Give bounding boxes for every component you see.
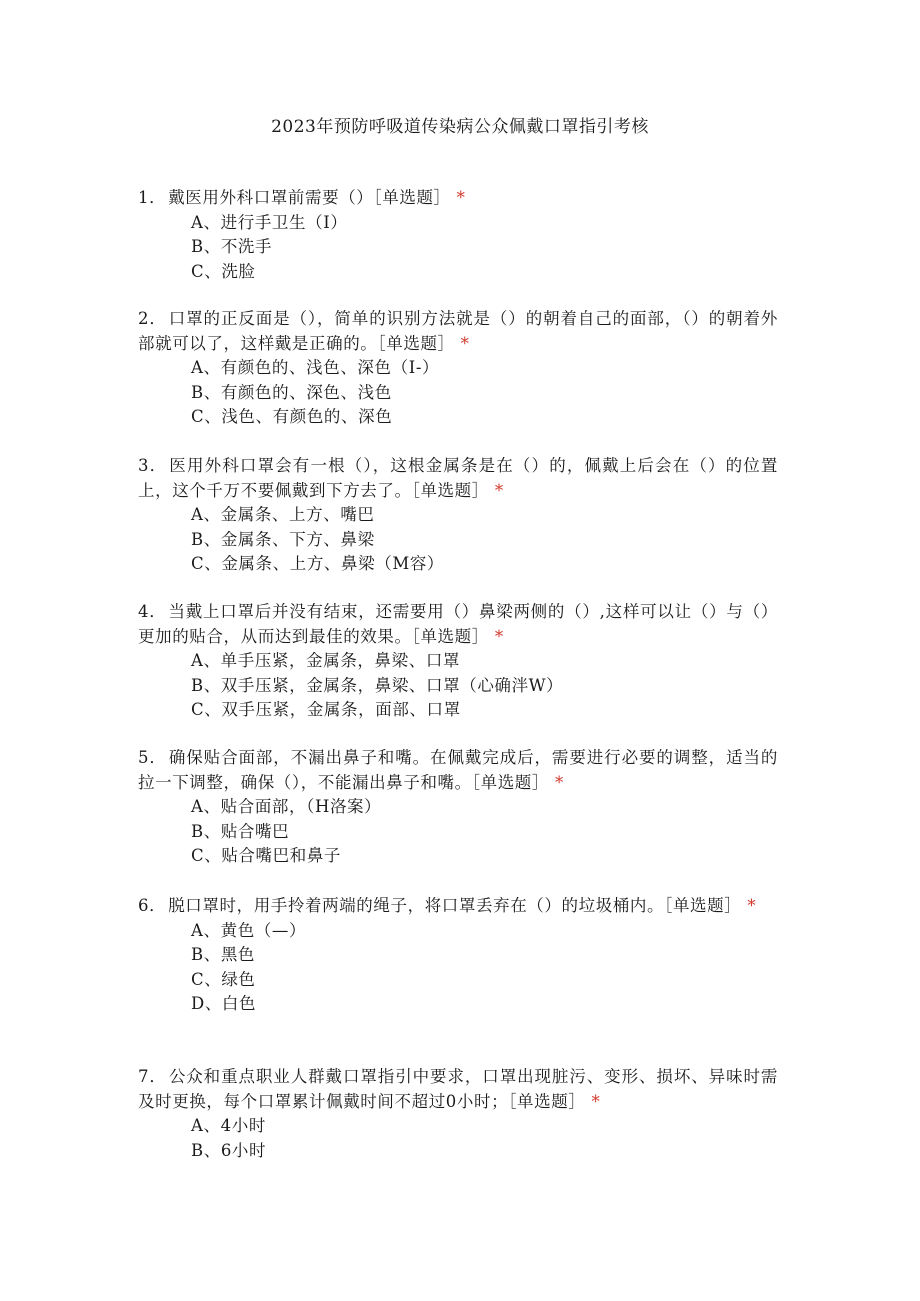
question-7 (138, 1065, 778, 1163)
question-text: 戴医用外科口罩前需要（）［单选题］ (168, 188, 451, 207)
question-stem (138, 1065, 778, 1114)
option-a[interactable]: A、黄色（—） (191, 920, 307, 940)
option-list (138, 919, 778, 1017)
option-list (138, 211, 778, 285)
required-mark: * (555, 772, 564, 792)
question-number: 6． (138, 896, 167, 915)
question-stem (138, 186, 778, 211)
question-number: 2． (138, 309, 167, 328)
required-mark: * (494, 626, 504, 646)
option-c[interactable]: C、金属条、上方、鼻梁（M容） (191, 554, 445, 573)
option-d[interactable]: D、白色 (191, 994, 257, 1013)
question-text: 医用外科口罩会有一根（），这根金属条是在（）的，佩戴上后会在（）的位置上，这个千万不要佩戴到下方去了。［单选题］ (138, 456, 779, 500)
question-stem (138, 600, 778, 649)
question-text: 确保贴合面部，不漏出鼻子和嘴。在佩戴完成后，需要进行必要的调整，适当的拉一下调整，确保（），不能漏出鼻子和嘴。［单选题］ (138, 748, 778, 792)
required-mark: * (460, 333, 470, 353)
question-text: 当戴上口罩后并没有结束，还需要用（）鼻梁两侧的（）,这样可以让（）与（）更加的贴合，从而达到最佳的效果。［单选题］ (138, 602, 778, 646)
question-stem (138, 746, 778, 795)
option-c[interactable]: C、绿色 (191, 969, 256, 989)
option-list (138, 1114, 778, 1163)
option-a[interactable]: A、有颜色的、浅色、深色（I-） (191, 358, 440, 377)
option-c[interactable]: C、双手压紧，金属条，面部、口罩 (191, 700, 461, 719)
question-6 (138, 894, 778, 1017)
question-3 (138, 454, 778, 577)
required-mark: * (747, 896, 757, 915)
question-number: 5． (138, 748, 167, 767)
required-mark: * (591, 1091, 601, 1111)
option-b[interactable]: B、贴合嘴巴 (191, 821, 290, 841)
question-stem (138, 894, 778, 919)
option-b[interactable]: B、黑色 (191, 945, 256, 964)
question-2 (138, 307, 778, 430)
question-number: 3． (138, 456, 168, 475)
option-a[interactable]: A、单手压紧，金属条，鼻梁、口罩 (191, 651, 461, 670)
question-number: 1． (138, 188, 167, 207)
option-b[interactable]: B、6小时 (191, 1140, 267, 1160)
option-a[interactable]: A、进行手卫生（I） (191, 212, 348, 232)
question-text: 公众和重点职业人群戴口罩指引中要求，口罩出现脏污、变形、损坏、异味时需及时更换，每个口罩累计佩戴时间不超过0小时；［单选题］ (138, 1067, 778, 1111)
option-c[interactable]: C、洗脸 (191, 261, 256, 281)
option-a[interactable]: A、4小时 (191, 1116, 266, 1135)
option-list (138, 795, 778, 869)
question-text: 脱口罩时，用手拎着两端的绳子，将口罩丢弃在（）的垃圾桶内。［单选题］ (168, 896, 742, 915)
question-5 (138, 746, 778, 869)
option-b[interactable]: B、有颜色的、深色、浅色 (191, 382, 392, 402)
option-b[interactable]: B、金属条、下方、鼻梁 (191, 529, 375, 549)
question-text: 口罩的正反面是（），简单的识别方法就是（）的朝着自己的面部，（）的朝着外部就可以了，这样戴是正确的。［单选题］ (138, 309, 778, 353)
option-list (138, 649, 778, 723)
required-mark: * (456, 188, 466, 207)
question-1 (138, 186, 778, 284)
question-stem (138, 454, 778, 503)
question-number: 7． (138, 1067, 167, 1086)
option-list (138, 356, 778, 430)
option-b[interactable]: B、不洗手 (191, 237, 273, 256)
option-c[interactable]: C、贴合嘴巴和鼻子 (191, 846, 342, 865)
option-list (138, 503, 778, 577)
document-title: 2023年预防呼吸道传染病公众佩戴口罩指引考核 (271, 117, 649, 137)
question-4 (138, 600, 778, 723)
option-a[interactable]: A、贴合面部，（H洛案） (191, 797, 382, 816)
option-b[interactable]: B、双手压紧，金属条，鼻梁、口罩（心确泮W） (191, 675, 564, 695)
option-a[interactable]: A、金属条、上方、嘴巴 (191, 505, 375, 524)
required-mark: * (494, 480, 504, 500)
option-c[interactable]: C、浅色、有颜色的、深色 (191, 407, 393, 426)
question-number: 4． (138, 602, 167, 621)
question-stem (138, 307, 778, 356)
